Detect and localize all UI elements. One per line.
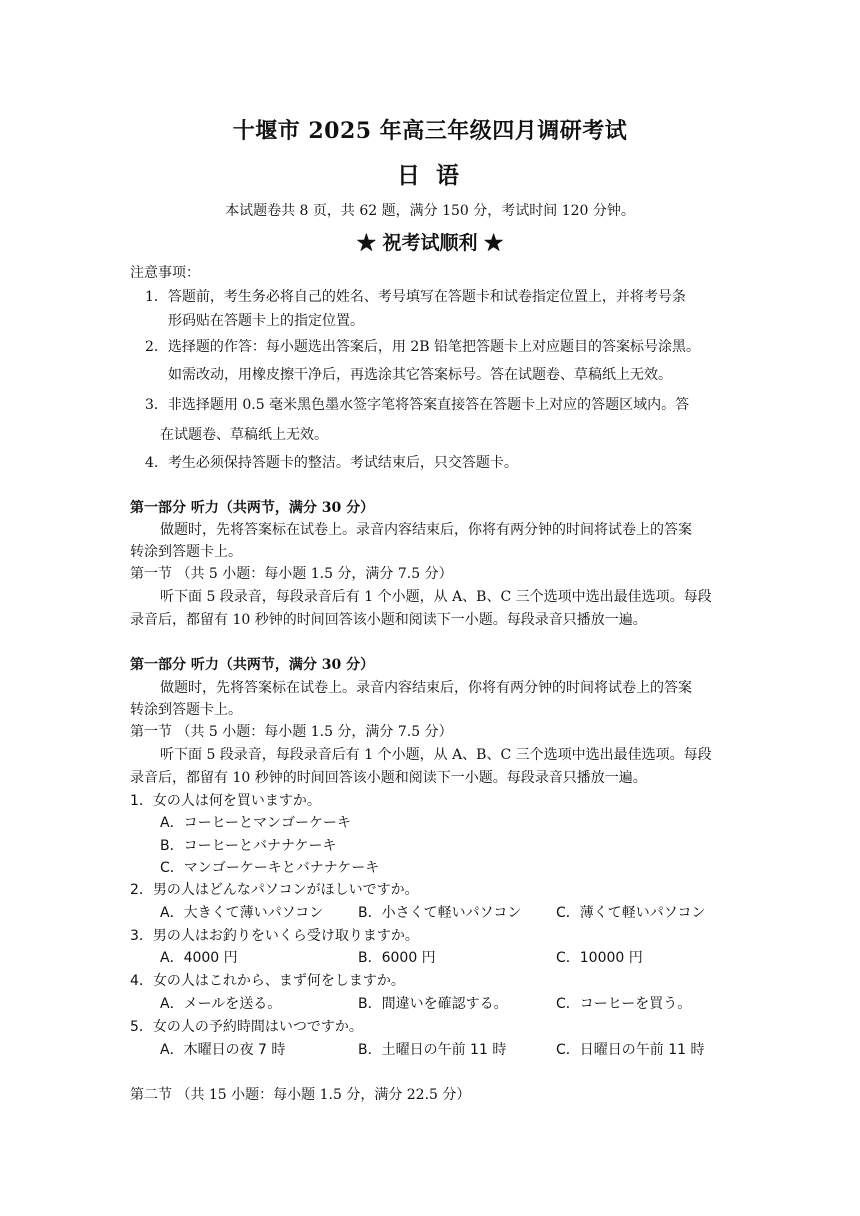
question-1-stem: 1．女の人は何を買いますか。 xyxy=(130,793,321,809)
notes-heading: 注意事项： xyxy=(130,265,200,281)
question-2-option-a: A．大きくて薄いパソコン xyxy=(160,905,324,921)
section1-heading: 第一节 （共 5 小题：每小题 1.5 分，满分 7.5 分） xyxy=(130,566,453,582)
note-item-3-cont: 在试题卷、草稿纸上无效。 xyxy=(160,427,328,443)
section1-instructions: 听下面 5 段录音，每段录音后有 1 个小题，从 A、B、C 三个选项中选出最佳选项。每段 xyxy=(160,589,712,605)
part1-heading-repeat: 第一部分 听力（共两节，满分 30 分） xyxy=(130,657,375,673)
section1-heading-repeat: 第一节 （共 5 小题：每小题 1.5 分，满分 7.5 分） xyxy=(130,724,453,740)
question-3-stem: 3．男の人はお釣りをいくら受け取りますか。 xyxy=(130,928,419,944)
question-3-option-b: B．6000 円 xyxy=(358,950,436,966)
question-5-option-c: C．日曜日の午前 11 時 xyxy=(556,1042,705,1058)
question-2-option-c: C．薄くて軽いパソコン xyxy=(556,905,706,921)
question-1-option-a: A．コーヒーとマンゴーケーキ xyxy=(160,815,352,831)
question-5-option-a: A．木曜日の夜 7 時 xyxy=(160,1042,286,1058)
section2-heading: 第二节 （共 15 小题：每小题 1.5 分，满分 22.5 分） xyxy=(130,1087,471,1103)
note-item-2-cont: 如需改动，用橡皮擦干净后，再选涂其它答案标号。答在试题卷、草稿纸上无效。 xyxy=(168,367,672,383)
section1-instructions-repeat-cont: 录音后，都留有 10 秒钟的时间回答该小题和阅读下一小题。每段录音只播放一遍。 xyxy=(130,770,647,786)
question-3-option-c: C．10000 円 xyxy=(556,950,643,966)
subject-title: 日 语 xyxy=(396,162,463,189)
exam-title: 十堰市 2025 年高三年级四月调研考试 xyxy=(232,118,628,144)
question-5-stem: 5．女の人の予約時間はいつですか。 xyxy=(130,1019,363,1035)
note-item-1: 1．答题前，考生务必将自己的姓名、考号填写在答题卡和试卷指定位置上，并将考号条 xyxy=(145,289,686,305)
part1-heading: 第一部分 听力（共两节，满分 30 分） xyxy=(130,500,375,516)
note-item-1-cont: 形码贴在答题卡上的指定位置。 xyxy=(168,313,364,329)
question-4-option-a: A．メールを送る。 xyxy=(160,996,282,1012)
question-5-option-b: B．土曜日の午前 11 時 xyxy=(358,1042,507,1058)
note-item-2: 2．选择题的作答：每小题选出答案后，用 2B 铅笔把答题卡上对应题目的答案标号涂黑。 xyxy=(145,339,701,355)
part1-intro-repeat: 做题时，先将答案标在试卷上。录音内容结束后，你将有两分钟的时间将试卷上的答案 xyxy=(160,680,692,696)
question-4-stem: 4．女の人はこれから、まず何をしますか。 xyxy=(130,973,405,989)
question-1-option-c: C．マンゴーケーキとバナナケーキ xyxy=(160,860,380,876)
part1-intro-cont: 转涂到答题卡上。 xyxy=(130,544,242,560)
question-1-option-b: B．コーヒーとバナナケーキ xyxy=(160,838,337,854)
part1-intro: 做题时，先将答案标在试卷上。录音内容结束后，你将有两分钟的时间将试卷上的答案 xyxy=(160,522,692,538)
note-item-3: 3．非选择题用 0.5 毫米黑色墨水签字笔将答案直接答在答题卡上对应的答题区域内。答 xyxy=(145,397,690,413)
section1-instructions-cont: 录音后，都留有 10 秒钟的时间回答该小题和阅读下一小题。每段录音只播放一遍。 xyxy=(130,612,647,628)
good-luck-banner: ★ 祝考试顺利 ★ xyxy=(356,232,504,254)
question-4-option-c: C．コーヒーを買う。 xyxy=(556,996,692,1012)
question-3-option-a: A．4000 円 xyxy=(160,950,238,966)
question-2-stem: 2．男の人はどんなパソコンがほしいですか。 xyxy=(130,882,419,898)
exam-info: 本试题卷共 8 页，共 62 题，满分 150 分，考试时间 120 分钟。 xyxy=(225,203,635,219)
question-2-option-b: B．小さくて軽いパソコン xyxy=(358,905,522,921)
question-4-option-b: B．間違いを確認する。 xyxy=(358,996,508,1012)
section1-instructions-repeat: 听下面 5 段录音，每段录音后有 1 个小题，从 A、B、C 三个选项中选出最佳选项。每段 xyxy=(160,747,712,763)
part1-intro-repeat-cont: 转涂到答题卡上。 xyxy=(130,702,242,718)
note-item-4: 4．考生必须保持答题卡的整洁。考试结束后，只交答题卡。 xyxy=(145,455,518,471)
